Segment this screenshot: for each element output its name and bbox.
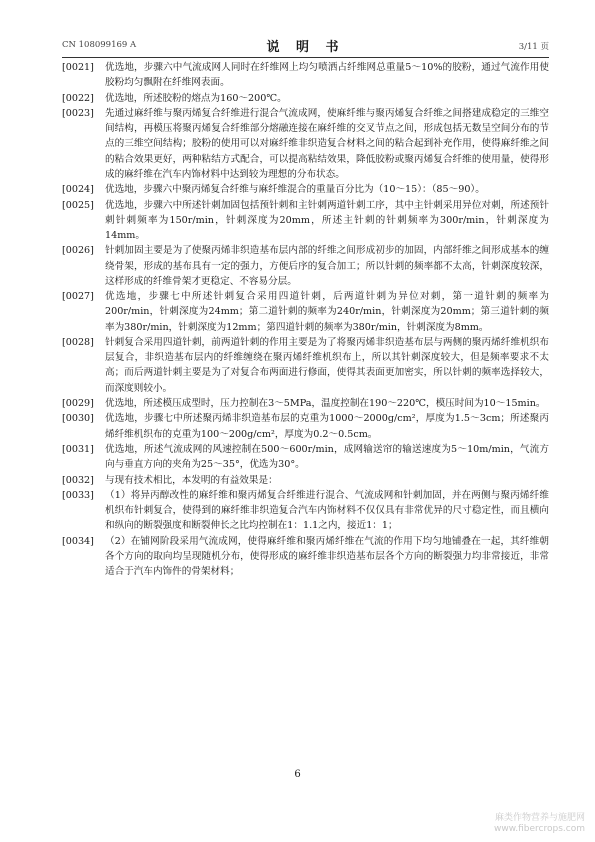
paragraph-0025 — [62, 198, 549, 244]
paragraph-text: 优选地，步骤七中所述针刺复合采用四道针刺，后两道针刺为异位对刺，第一道针刺的频率为200r/min，针刺深度为24mm；第二道针刺的频率为240r/min，针刺深度为20mm；第三道针刺的频率为380r/min，针刺深度为12mm；第四道针刺的频率为380r/min，针刺深度为8mm。 — [105, 291, 549, 333]
paragraph-number: [0025] — [62, 199, 94, 211]
paragraph-text: 优选地，所述气流成网的风速控制在500～600r/min，成网输送帘的输送速度为5～10m/min，气流方向与垂直方向的夹角为25～35°，优选为30°。 — [105, 443, 549, 471]
page-header — [62, 36, 549, 56]
paragraph-0033 — [62, 488, 549, 534]
document-body — [62, 60, 549, 579]
paragraph-0023 — [62, 106, 549, 182]
header-divider — [62, 57, 549, 58]
paragraph-0021 — [62, 60, 549, 90]
paragraph-0032 — [62, 473, 549, 488]
paragraph-0034 — [62, 534, 549, 580]
paragraph-text: 优选地，步骤六中所述针刺加固包括预针刺和主针刺两道针刺工序，其中主针刺采用异位对刺，所述预针刺针刺频率为150r/min，针刺深度为20mm，所述主针刺的针刺频率为300r/min，针刺深度为14mm。 — [105, 199, 549, 241]
page-number: 6 — [294, 769, 301, 780]
paragraph-0027 — [62, 289, 549, 335]
paragraph-number: [0033] — [62, 489, 94, 501]
paragraph-0029 — [62, 396, 549, 411]
watermark-url: www.fibercrops.com — [494, 824, 585, 834]
document-title: 说 明 书 — [266, 40, 345, 55]
paragraph-number: [0023] — [62, 107, 94, 119]
paragraph-0028 — [62, 335, 549, 396]
paragraph-number: [0031] — [62, 443, 94, 455]
paragraph-text: 与现有技术相比，本发明的有益效果是： — [105, 474, 278, 486]
paragraph-number: [0029] — [62, 397, 94, 409]
document-number: CN 108099169 A — [62, 40, 137, 50]
paragraph-text: 针刺加固主要是为了使聚丙烯非织造基布层内部的纤维之间形成初步的加固，内部纤维之间形成基本的缠绕骨架，形成的基布具有一定的强力，方便后序的复合加工；所以针刺的频率都不太高，针刺深度较深，这样形成的纤维骨架才更稳定、不容易分层。 — [105, 245, 549, 287]
paragraph-0022 — [62, 91, 549, 106]
site-watermark — [494, 813, 585, 835]
paragraph-0024 — [62, 182, 549, 197]
paragraph-text: 优选地，步骤六中聚丙烯复合纤维与麻纤维混合的重量百分比为（10～15）：（85～90）。 — [105, 184, 485, 196]
paragraph-number: [0022] — [62, 92, 94, 104]
paragraph-text: 针刺复合采用四道针刺，前两道针刺的作用主要是为了将聚丙烯非织造基布层与两侧的聚丙烯纤维机织布层复合，非织造基布层内的纤维缠绕在聚丙烯纤维机织布上，所以其针刺深度较大，但是频率要求不太高；而后两道针刺主要是为了对复合布两面进行修面，使得其表面更加密实，所以针刺的频率选择较大，而深度则较小。 — [105, 336, 549, 394]
page-indicator: 3/11 页 — [518, 42, 549, 52]
paragraph-number: [0028] — [62, 336, 94, 348]
paragraph-number: [0032] — [62, 474, 94, 486]
paragraph-number: [0027] — [62, 291, 94, 303]
paragraph-text: 优选地，步骤六中气流成网人同时在纤维网上均匀喷洒占纤维网总重量5～10%的胶粉，通过气流作用使胶粉均匀飘附在纤维网表面。 — [105, 62, 549, 89]
paragraph-number: [0030] — [62, 413, 94, 425]
paragraph-0030 — [62, 411, 549, 441]
watermark-title: 麻类作物营养与施肥网 — [494, 813, 585, 823]
paragraph-text: 先通过麻纤维与聚丙烯复合纤维进行混合气流成网，使麻纤维与聚丙烯复合纤维之间搭建成稳定的三维空间结构，再模压将聚丙烯复合纤维部分熔融连接在麻纤维的交叉节点之间，形成包括无数呈空间分布的节点的三维空间结构；胶粉的使用可以对麻纤维非织造复合材料之间的粘合起到补充作用，使得麻纤维之间的粘合效果更好，两种粘结方式配合，可以提高粘结效果，降低胶粉或聚丙烯复合纤维的使用量，使得形成的麻纤维在汽车内饰材料中达到较为理想的分布状态。 — [105, 107, 549, 180]
paragraph-text: 优选地，步骤七中所述聚丙烯非织造基布层的克重为1000～2000g/cm²，厚度为1.5～3cm；所述聚丙烯纤维机织布的克重为100～200g/cm²，厚度为0.2～0.5cm。 — [105, 413, 549, 440]
paragraph-number: [0034] — [62, 535, 94, 547]
paragraph-text: 优选地，所述胶粉的熔点为160～200℃。 — [105, 92, 287, 104]
paragraph-0031 — [62, 442, 549, 472]
paragraph-number: [0024] — [62, 184, 94, 196]
paragraph-text: 优选地，所述模压成型时，压力控制在3～5MPa，温度控制在190～220℃，模压时间为10～15min。 — [105, 397, 546, 409]
paragraph-text: （2）在铺网阶段采用气流成网，使得麻纤维和聚丙烯纤维在气流的作用下均匀地铺叠在一起，其纤维朝各个方向的取向均呈现随机分布，使得形成的麻纤维非织造基布层各个方向的断裂强力均非常接近，非常适合于汽车内饰件的骨架材料； — [105, 535, 549, 578]
paragraph-number: [0026] — [62, 245, 94, 257]
paragraph-number: [0021] — [62, 62, 94, 73]
paragraph-0026 — [62, 243, 549, 289]
paragraph-text: （1）将异丙醇改性的麻纤维和聚丙烯复合纤维进行混合、气流成网和针刺加固，并在两侧与聚丙烯纤维机织布针刺复合，使得到的麻纤维非织造复合汽车内饰材料不仅仅具有非常优异的尺寸稳定性，而且横向和纵向的断裂强度和断裂伸长之比均控制在1：1.1之内，接近1：1； — [105, 489, 549, 532]
